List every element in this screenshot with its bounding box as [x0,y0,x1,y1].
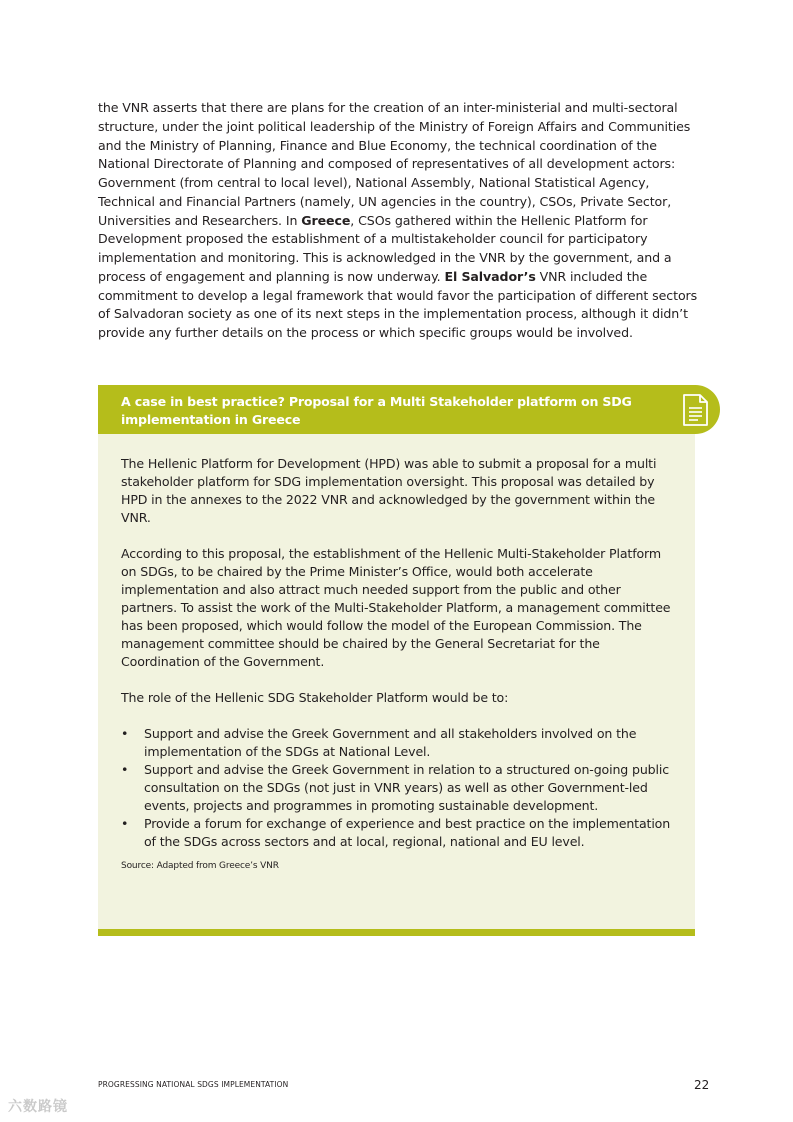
case-box-bottom-bar [98,929,695,936]
role-bullet-list [121,725,676,851]
page-number: 22 [694,1078,710,1092]
case-paragraph-2: According to this proposal, the establishment of the Hellenic Multi-Stakeholder Platform on SDGs, to be chaired by the Prime Minister’s Office, would both accelerate implementation and also attract much needed support from the public and other partners. To assist the work of the Multi-Stakeholder Platform, a management committee has been proposed, which would follow the model of the European Commission. The management committee should be chaired by the General Secretariat for the Coordination of the Government. [121,546,671,669]
intro-country-greece: Greece [301,212,351,228]
source-note: Source: Adapted from Greece’s VNR [121,861,279,871]
case-paragraph-1: The Hellenic Platform for Development (HPD) was able to submit a proposal for a multi stakeholder platform for SDG implementation oversight. This proposal was detailed by HPD in the annexes to the 2022 VNR and acknowledged by the government within the VNR. [121,456,657,525]
bullet-text: Support and advise the Greek Government and all stakeholders involved on the implementation of the SDGs at National Level. [144,726,637,759]
intro-country-el-salvador: El Salvador’s [444,268,536,284]
intro-text-1: the VNR asserts that there are plans for the creation of an inter-ministerial and multi-sectoral structure, under the joint political leadership of the Ministry of Foreign Affairs and Communities and the Ministry of Planning, Finance and Blue Economy, the technical coordination of the National Directorate of Planning and composed of representatives of all development actors: Government (from central to local level), National Assembly, National Statistical Agency, Technical and Financial Partners (namely, UN agencies in the country), CSOs, Private Sector, Universities and Researchers. In [98,100,691,228]
bullet-marker: • [121,816,129,831]
case-box-content [121,455,676,872]
watermark: 六数路镜 [8,1099,68,1115]
bullet-text: Support and advise the Greek Government in relation to a structured on-going public consultation on the SDGs (not just in VNR years) as well as other Government-led events, projects and programmes in promoting sustainable development. [144,762,669,813]
intro-text-3: VNR included the commitment to develop a legal framework that would favor the participation of different sectors of Salvadoran society as one of its next steps in the implementation process, although it didn’t provide any further details on the process or which specific groups would be involved. [98,268,698,340]
bullet-marker: • [121,762,129,777]
bullet-item [121,815,676,851]
intro-paragraph [98,99,703,343]
intro-text-2: , CSOs gathered within the Hellenic Platform for Development proposed the establishment of a multistakeholder council for participatory implementation and monitoring. This is acknowledged in the VNR by the government, and a process of engagement and planning is now underway. [98,212,672,284]
bullet-text: Provide a forum for exchange of experience and best practice on the implementation of the SDGs across sectors and at local, regional, national and EU level. [144,816,671,849]
case-paragraph-3: The role of the Hellenic SDG Stakeholder Platform would be to: [121,690,509,705]
document-icon [681,394,709,426]
bullet-item [121,725,676,761]
bullet-item [121,761,676,815]
bullet-marker: • [121,726,129,741]
footer-title: PROGRESSING NATIONAL SDGS IMPLEMENTATION [98,1080,289,1089]
case-box-title: A case in best practice? Proposal for a Multi Stakeholder platform on SDG implementation in Greece [121,394,632,427]
